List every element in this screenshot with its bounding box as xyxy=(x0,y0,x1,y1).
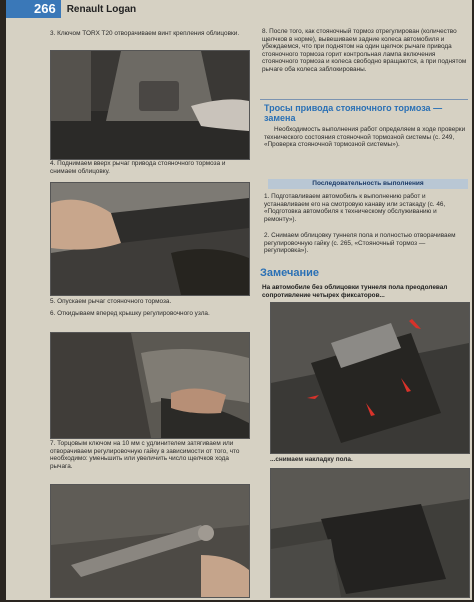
page-number: 266 xyxy=(6,0,61,18)
caption-step-6: 6. Откидываем вперед крышку регулировочного узла. xyxy=(50,310,210,317)
step-2-text: 2. Снимаем облицовку туннеля пола и полностью отворачиваем регулировочную гайку (с. 265, «Стояночный тормоз — регулировка»). xyxy=(264,232,456,255)
caption-step-5: 5. Опускаем рычаг стояночного тормоза. xyxy=(50,298,172,305)
caption-step-3: 3. Ключом TORX T20 отворачиваем винт крепления облицовки. xyxy=(50,30,240,37)
book-title: Renault Logan xyxy=(66,3,137,15)
photo-wrench-nut xyxy=(50,484,250,598)
sequence-header: Последовательность выполнения xyxy=(268,179,468,189)
caption-step-7: 7. Торцовым ключом на 10 мм с удлинителем затягиваем или отворачиваем регулировочную гайку в зависимости от того, что необходимо: уменьшить или увеличить число щелчков хода рычага. xyxy=(50,440,240,470)
photo-caption: ...снимаем накладку пола. xyxy=(270,456,353,463)
photo-lever-cover xyxy=(50,182,250,296)
section-intro: Необходимость выполнения работ определяем в ходе проверки технического состояния стояночной тормозной системы (с. 249, «Проверка стояночной тормозной системы»). xyxy=(264,126,466,149)
caption-step-4: 4. Поднимаем вверх рычаг привода стояночного тормоза и снимаем облицовку. xyxy=(50,160,226,175)
step-1-text: 1. Подготавливаем автомобиль к выполнению работ и устанавливаем его на смотровую канаву или эстакаду (с. 46, «Подготовка автомобиля к техническому обслуживанию и ремонту»). xyxy=(264,193,446,223)
step-8-text: 8. После того, как стояночный тормоз отрегулирован (количество щелчков в норме), вывешиваем задние колеса автомобиля и убеждаемся, что при поднятом на один щелчок рычаге привода стояночного тормоза горит контрольная лампа включения стояночного тормоза и колеса свободно вращаются, а при поднятом рычаге оба колеса заблокированы. xyxy=(262,28,467,73)
page-header xyxy=(6,0,472,18)
section-title: Тросы привода стояночного тормоза — замена xyxy=(264,103,443,123)
photo-console-screw xyxy=(50,50,250,160)
section-divider xyxy=(260,99,468,100)
photo-adjuster-cover xyxy=(50,332,250,439)
note-title: Замечание xyxy=(260,267,320,279)
photo-floor-panel xyxy=(270,468,470,598)
photo-tunnel-fixers xyxy=(270,302,470,454)
note-text: На автомобиле без облицовки туннеля пола преодолевал сопротивление четырех фиксаторов... xyxy=(262,284,448,299)
manual-page xyxy=(6,0,472,600)
